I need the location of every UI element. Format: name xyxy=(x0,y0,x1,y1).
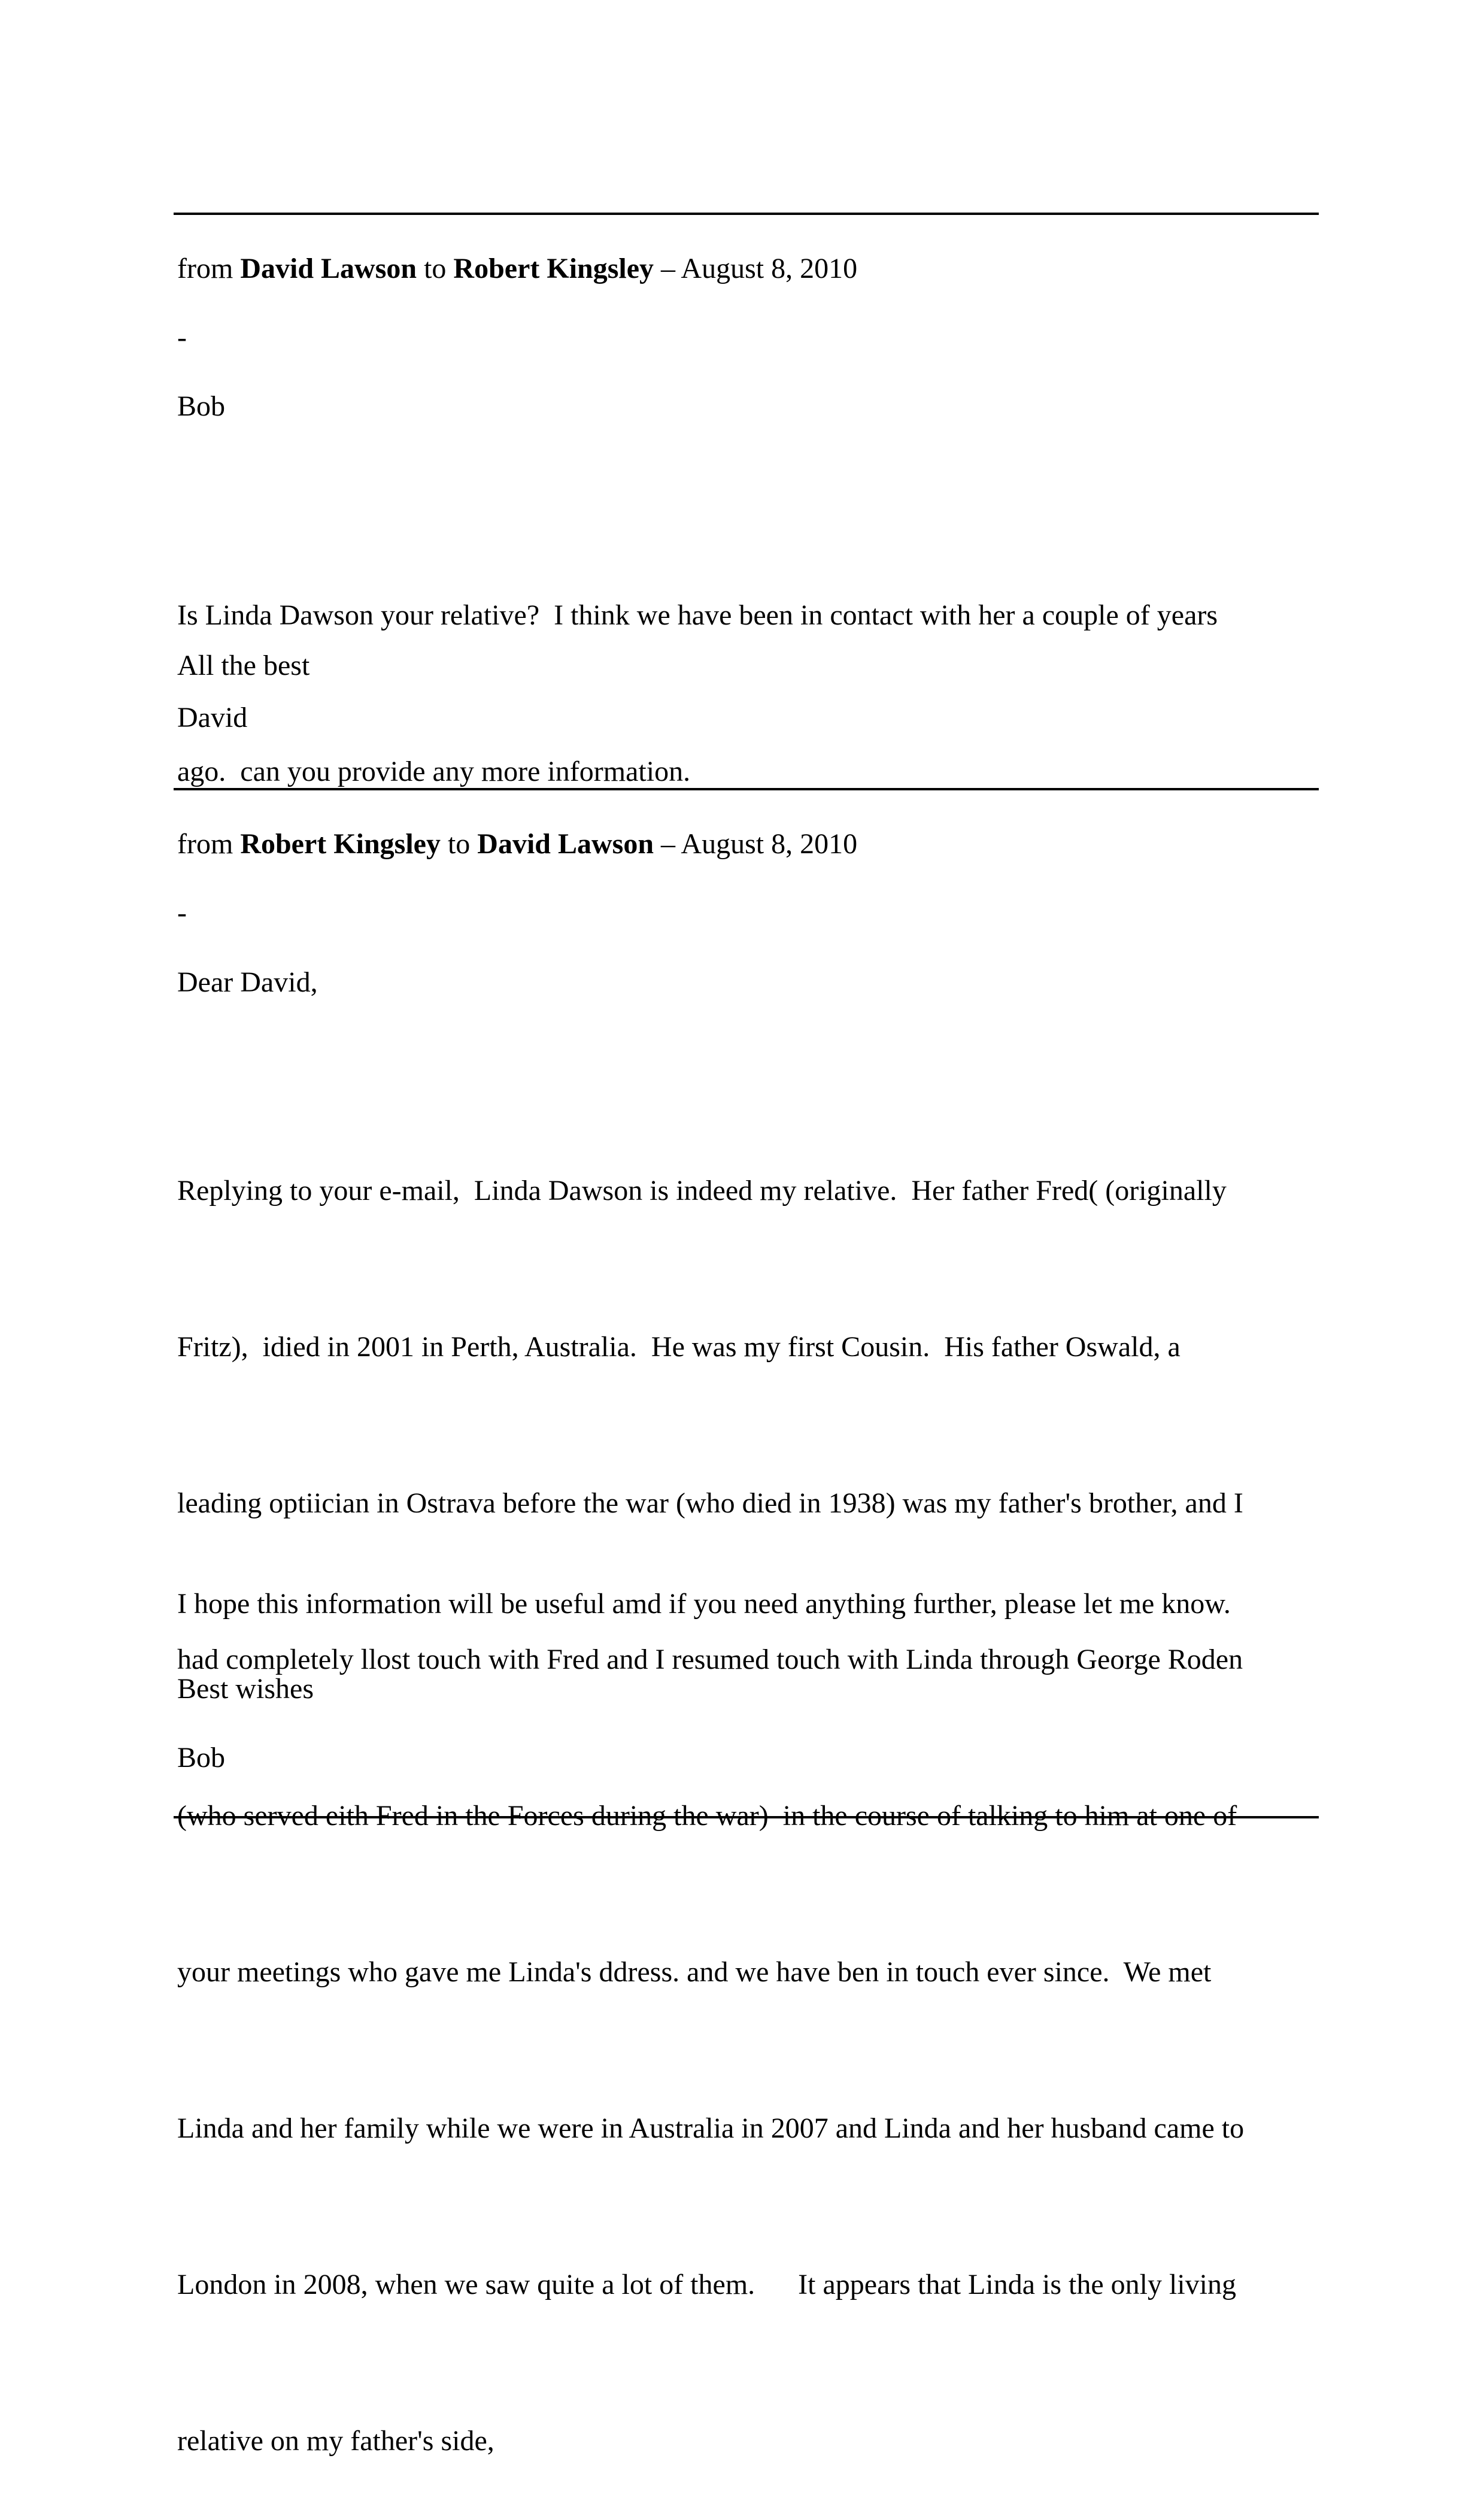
email2-salutation: Dear David, xyxy=(177,966,318,998)
email1-date-separator: – xyxy=(654,253,681,284)
email1-body xyxy=(177,485,1218,850)
email2-body-line: your meetings who gave me Linda's ddress. and we have ben in touch ever since. We met xyxy=(177,1956,1212,1988)
email2-body-line: had completely llost touch with Fred and I resumed touch with Linda through George Roden xyxy=(177,1644,1243,1675)
email2-header xyxy=(177,830,857,859)
email2-body-line: leading optiician in Ostrava before the war (who died in 1938) was my father's brother, and I xyxy=(177,1487,1243,1519)
email2-date-separator: – xyxy=(654,828,681,860)
email2-body-line: (who served eith Fred in the Forces during the war) in the course of talking to him at one of xyxy=(177,1800,1237,1832)
middle-divider xyxy=(174,788,1319,790)
email1-signature: David xyxy=(177,702,248,733)
email2-to-word: to xyxy=(447,828,471,860)
bottom-divider xyxy=(174,1816,1319,1818)
email2-body xyxy=(177,1060,1244,2519)
email1-sender: David Lawson xyxy=(240,253,417,284)
email1-to-word: to xyxy=(424,253,447,284)
email2-from-word: from xyxy=(177,828,233,860)
email1-recipient: Robert Kingsley xyxy=(453,253,654,284)
email2-body-line: Linda and her family while we were in Australia in 2007 and Linda and her husband came to xyxy=(177,2112,1245,2144)
top-divider xyxy=(174,213,1319,215)
email1-body-line: Is Linda Dawson your relative? I think we have been in contact with her a couple of years xyxy=(177,599,1218,631)
email2-closing: Best wishes xyxy=(177,1673,314,1705)
email2-body-line: relative on my father's side, xyxy=(177,2425,494,2457)
email1-date: August 8, 2010 xyxy=(681,253,858,284)
email2-body-line: Fritz), idied in 2001 in Perth, Australia. He was my first Cousin. His father Oswald, a xyxy=(177,1331,1180,1363)
email2-sender: Robert Kingsley xyxy=(240,828,441,860)
email2-signature: Bob xyxy=(177,1742,226,1774)
email2-date: August 8, 2010 xyxy=(681,828,858,860)
email1-from-word: from xyxy=(177,253,233,284)
email1-dash: - xyxy=(177,322,187,353)
email2-body-line: Replying to your e-mail, Linda Dawson is indeed my relative. Her father Fred( (originally xyxy=(177,1175,1227,1207)
email2-dash: - xyxy=(177,897,187,929)
email1-header xyxy=(177,254,857,283)
email2-body-line: London in 2008, when we saw quite a lot of them. It appears that Linda is the only living xyxy=(177,2269,1236,2300)
email2-closing-line: I hope this information will be useful amd if you need anything further, please let me know. xyxy=(177,1588,1231,1620)
email1-salutation: Bob xyxy=(177,390,226,422)
email1-closing: All the best xyxy=(177,650,310,681)
email2-recipient: David Lawson xyxy=(477,828,654,860)
email1-body-line: ago. can you provide any more information. xyxy=(177,756,691,787)
